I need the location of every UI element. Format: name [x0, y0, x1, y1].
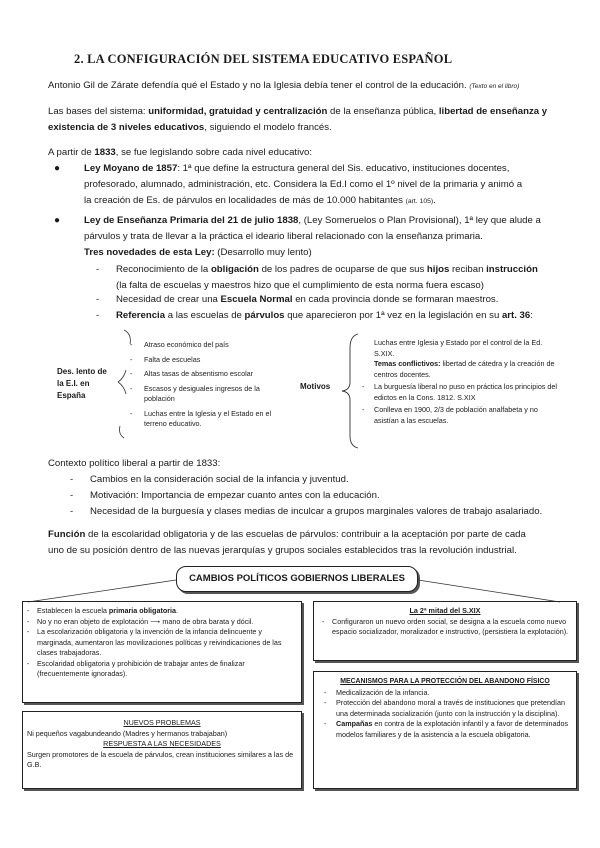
mecanismos-1: Medicalización de la infancia. [336, 687, 430, 697]
novedad-2-a: Necesidad de crear una [116, 294, 221, 305]
bullet-icon: ● [54, 163, 61, 174]
contexto-item-3: Necesidad de la burguesía y clases medias de inculcar a grupos marginales valores de trabajo asalariado. [90, 506, 543, 517]
mecanismos-item: - Protección del abandono moral a través de instituciones que pretendían una determinada socialización (junto con la instrucción y la disciplina). [324, 698, 565, 718]
novedad-1-d: hijos [426, 264, 450, 275]
dash-icon: - [96, 294, 100, 305]
cambios-left-item: - Escolaridad obligatoria y prohibición de trabajar antes de finalizar (frecuentemente ignoradas). [27, 658, 245, 678]
dash-icon: - [96, 310, 100, 321]
desde-rest: , se fue legislando sobre cada nivel educativo: [115, 147, 313, 158]
mecanismos-item: - Medicalización de la infancia. [324, 687, 430, 697]
cause-item: - Falta de escuelas [130, 354, 201, 364]
novedad-1-a: Reconocimiento de la [116, 264, 211, 275]
novedad-3-a: Referencia [116, 310, 166, 321]
cambios-left-1: Establecen la escuela primaria obligatoria. [37, 606, 179, 615]
ley1838-line-1: , (Ley Someruelos o Plan Provisional), 1ª ley que alude a [298, 215, 541, 226]
mecanismos-2: Protección del abandono moral a través de instituciones que pretendían una determinada socialización (junto con la instrucción y la disciplina). [336, 698, 565, 718]
bases-bold-1: uniformidad, gratuidad y centralización [148, 106, 328, 117]
bases-bold-2: libertad de enseñanza y [438, 106, 548, 117]
motivo-item: - La burguesía liberal no puso en práctica los principios del edictos en la Cons. 1812. S.XIX [362, 382, 557, 402]
cambios-left-box [22, 601, 302, 703]
right-text-item: - Configuraron un nuevo orden social, se designa a la escuela como nuevo espacio socializador, moralizador e instructivo, (persistiera la explotación). [322, 616, 569, 636]
moyano-line-2: profesorado, alumnado, administración, etc. Considera la Ed.I como el 1º nivel de la primaria y animó a [84, 179, 523, 190]
motivo-item: - Conlleva en 1900, 2/3 de población analfabeta y no asistían a las escuelas. [362, 405, 538, 425]
bases-paragraph [48, 104, 568, 136]
cambios-left-item: - La escolarización obligatoria y la invención de la infancia delincuente y marginada, aumentaron las movilizaciones políticas y reivindicaciones de las clases trabajadoras. [27, 627, 282, 657]
contexto-item-2: Motivación: Importancia de empezar cuanto antes con la educación. [90, 490, 380, 501]
funcion-paragraph [48, 527, 568, 559]
bullet-icon: ● [54, 215, 61, 226]
cambios-left-2: No y no eran objeto de explotación ⟶ mano de obra barata y dócil. [37, 616, 254, 626]
novedad-1-f: instrucción [486, 264, 538, 275]
cause-3: Altas tasas de absentismo escolar [144, 369, 254, 378]
novedad-2-b: Escuela Normal [220, 294, 293, 305]
cambios-left-item: - Establecen la escuela primaria obligatoria. [27, 606, 179, 615]
novedad-2 [96, 292, 576, 308]
contexto-list [70, 472, 580, 520]
desde-1833 [48, 145, 312, 161]
ley-moyano [54, 161, 574, 209]
cause-5: Luchas entre la Iglesia y el Estado en el terreno educativo. [144, 408, 272, 428]
novedad-1-c: de los padres de ocuparse de que sus [258, 264, 427, 275]
intro-paragraph [48, 78, 519, 94]
funcion-line-2: uno de su posición dentro de las nuevas jerarquías y grupos sociales establecidos tras la revolución industrial. [48, 545, 517, 556]
moyano-name: Ley Moyano de 1857 [84, 163, 178, 174]
cause-item: - Atraso económico del país [130, 340, 229, 349]
ley-1838 [54, 213, 584, 261]
page-title: 2. LA CONFIGURACIÓN DEL SISTEMA EDUCATIVO ESPAÑOL [74, 52, 453, 66]
moyano-line-1: : 1ª que define la estructura general del Sis. educativo, instituciones docentes, [177, 163, 510, 174]
ley1838-name-b: 21 de julio 1838 [227, 215, 299, 226]
funcion-line-1: de la escolaridad obligatoria y de las escuelas de párvulos: contribuir a la aceptación por parte de cada [85, 529, 526, 540]
dash-icon: - [70, 506, 74, 517]
cambios-left-item: - No y no eran objeto de explotación ⟶ mano de obra barata y dócil. [27, 616, 254, 626]
novedad-3-c: párvulos [244, 310, 285, 321]
ley1838-line-2: párvulos y trata de llevar a la práctica el ideario liberal relacionado con la enseñanza primaria. [84, 231, 483, 242]
novedad-3-d: que aparecieron por 1ª vez en la legislación en su [284, 310, 502, 321]
dash-icon: - [70, 474, 74, 485]
moyano-end: . [433, 195, 436, 206]
respuesta-text: Surgen promotores de la escuela de párvulos, crean instituciones similares a las de G.B. [27, 749, 294, 769]
moyano-line-3: la creación de Es. de párvulos en localidades de más de 10.000 habitantes [84, 195, 403, 206]
contexto-item [70, 472, 580, 488]
ley1838-novedades: Tres novedades de esta Ley: [84, 247, 215, 258]
cause-item: - Luchas entre la Iglesia y el Estado en el terreno educativo. [130, 408, 272, 428]
novedad-1 [96, 262, 576, 294]
motivo-2-text: libertad de cátedra y la creación de centros docentes. [374, 359, 555, 379]
mecanismos-title: MECANISMOS PARA LA PROTECCIÓN DEL ABANDONO FÍSICO [340, 678, 550, 685]
bases-bold-3: existencia de 3 niveles educativos [48, 122, 205, 133]
contexto-item-1: Cambios en la consideración social de la infancia y juventud. [90, 474, 349, 485]
contexto-item [70, 504, 580, 520]
motivo-4: Conlleva en 1900, 2/3 de población analfabeta y no asistían a las escuelas. [374, 405, 538, 425]
dash-icon: - [70, 490, 74, 501]
motivo-2-label: Temas conflictivos: [374, 359, 441, 368]
novedad-1-b: obligación [210, 264, 259, 275]
cause-1: Atraso económico del país [144, 340, 229, 349]
problemas-title: NUEVOS PROBLEMAS [123, 718, 201, 727]
funcion-bold: Función [48, 529, 86, 540]
motivo-1: Luchas entre Iglesia y Estado por el control de la Ed. S.XIX. [374, 338, 543, 358]
novedad-3 [96, 308, 576, 324]
cambios-title-box: CAMBIOS POLÍTICOS GOBIERNOS LIBERALES [176, 566, 418, 592]
novedad-3-f: : [530, 310, 533, 321]
diagram-left-label: Des. lento de la E.I. en España [57, 367, 107, 400]
right-text: Configuraron un nuevo orden social, se designa a la escuela como nuevo espacio socializador, moralizador e instructivo, (persistiera la explotación). [332, 616, 569, 636]
novedad-1-e: reciban [449, 264, 487, 275]
mecanismos-box [313, 671, 577, 789]
mecanismos-item: - Campañas en contra de la explotación infantil y a favor de determinados modelos familiares y de la asistencia a la escuela obligatoria. [324, 719, 569, 739]
cause-item: - Escasos y desiguales ingresos de la población [130, 383, 260, 403]
bases-mid: de la enseñanza pública, [327, 106, 439, 117]
right-title: La 2ª mitad del S.XIX [409, 606, 481, 615]
brace-icon-right [338, 332, 362, 450]
motivo-3: La burguesía liberal no puso en práctica los principios del edictos en la Cons. 1812. S.XIX [374, 382, 557, 402]
cause-item: - Altas tasas de absentismo escolar [130, 369, 254, 378]
cause-4: Escasos y desiguales ingresos de la población [144, 383, 260, 403]
desde-year: 1833 [94, 147, 116, 158]
contexto-item [70, 488, 580, 504]
respuesta-title: RESPUESTA A LAS NECESIDADES [103, 739, 221, 748]
dash-icon: - [96, 264, 100, 275]
motivos-label: Motivos [300, 382, 331, 391]
problemas-box [22, 711, 302, 789]
intro-note: (Texto en el libro) [469, 83, 520, 90]
cause-2: Falta de escuelas [144, 354, 201, 364]
intro-text: Antonio Gil de Zárate defendía qué el Estado y no la Iglesia debía tener el control de la educación. [48, 80, 467, 91]
novedad-3-b: a las escuelas de [165, 310, 245, 321]
desde-pre: A partir de [48, 147, 95, 158]
novedad-1-line-2: (la falta de escuelas y maestros hizo que el cumplimiento de esta norma fuera escaso) [116, 280, 484, 291]
ley1838-name-a: Ley de Enseñanza Primaria del [84, 215, 228, 226]
bases-rest: , siguiendo el modelo francés. [204, 122, 332, 133]
novedad-2-c: en cada provincia donde se formaran maestros. [292, 294, 499, 305]
problemas-text: Ni pequeños vagabundeando (Madres y hermanos trabajaban) [27, 728, 228, 738]
causes-list [130, 340, 290, 430]
contexto-title: Contexto político liberal a partir de 1833: [48, 458, 221, 469]
cambios-left-3: La escolarización obligatoria y la invención de la infancia delincuente y marginada, aumentaron las movilizaciones políticas y reivindicaciones de las clases trabajadoras. [37, 627, 282, 657]
cambios-left-4: Escolaridad obligatoria y prohibición de trabajar antes de finalizar (frecuentemente ignoradas). [37, 658, 245, 678]
ley1838-novedades-rest: (Desarrollo muy lento) [214, 247, 312, 258]
moyano-note: (art. 105) [405, 198, 434, 205]
novedad-3-e: art. 36 [501, 310, 531, 321]
mecanismos-3: Campañas en contra de la explotación infantil y a favor de determinados modelos familiares y de la asistencia a la escuela obligatoria. [336, 719, 569, 739]
bases-pre: Las bases del sistema: [48, 106, 149, 117]
motivos-list [362, 338, 558, 426]
right-top-box [313, 601, 577, 661]
